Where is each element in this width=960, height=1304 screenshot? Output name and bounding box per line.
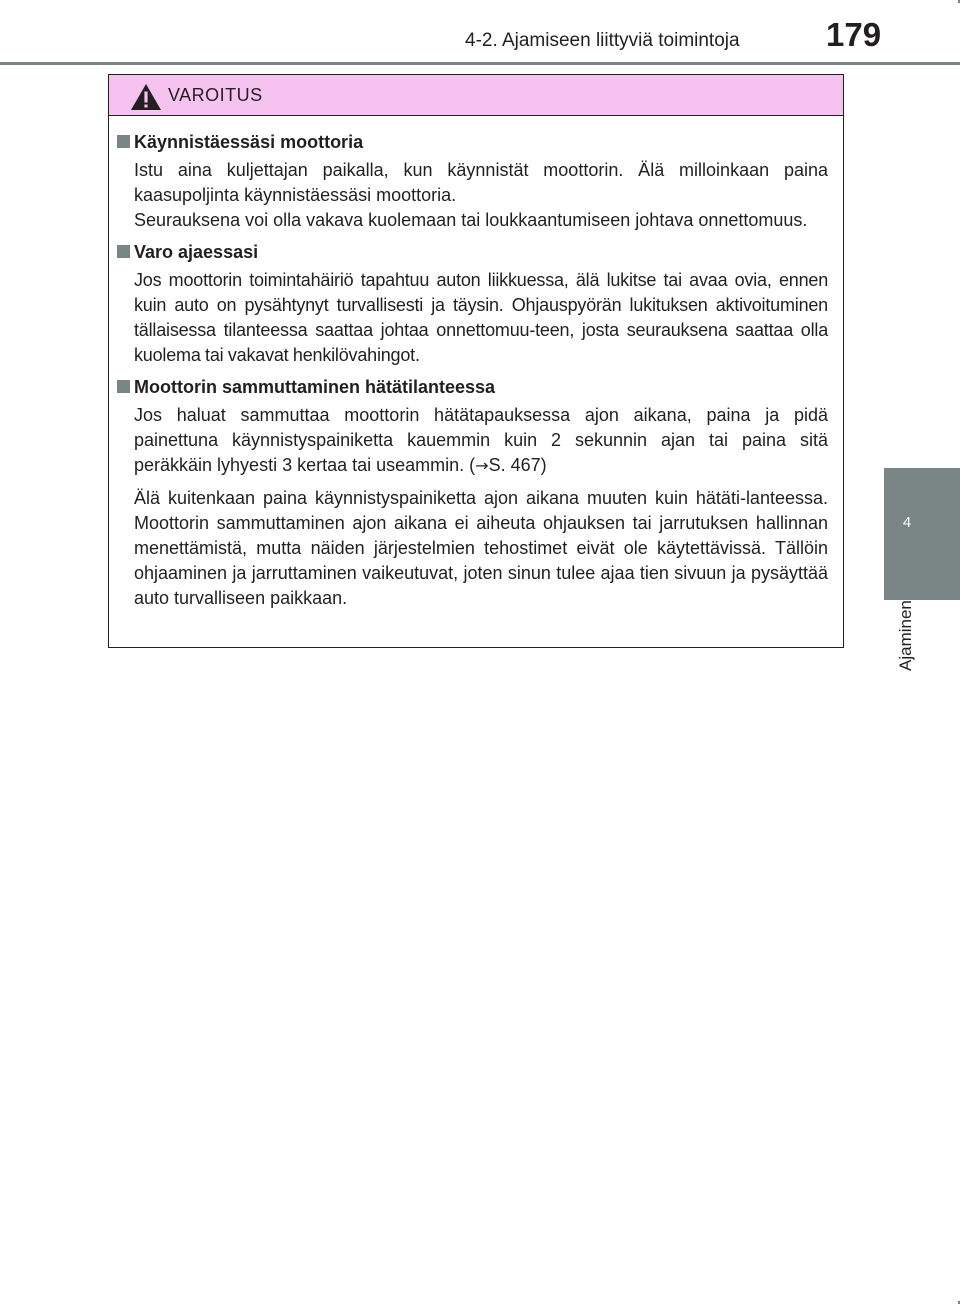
warning-section — [109, 375, 843, 611]
section-paragraph: Seurauksena voi olla vakava kuolemaan tai loukkaantumiseen johtava onnettomuus. — [134, 210, 808, 230]
warning-section — [109, 130, 843, 233]
chapter-label: Ajaminen — [896, 600, 915, 671]
chapter-tab — [884, 468, 960, 600]
section-paragraph: Istu aina kuljettajan paikalla, kun käynnistät moottorin. Älä milloinkaan paina kaasupoljinta käynnistäessäsi moottoria. — [134, 160, 828, 205]
warning-triangle-icon — [130, 83, 162, 111]
section-title: 4-2. Ajamiseen liittyviä toimintoja — [465, 30, 740, 51]
section-bullet — [117, 245, 130, 258]
warning-label: VAROITUS — [168, 85, 263, 105]
page-reference-link[interactable]: S. 467) — [488, 455, 547, 475]
chapter-number: 4 — [902, 514, 912, 531]
section-paragraph — [109, 403, 828, 478]
section-bullet — [117, 380, 130, 393]
warning-header — [109, 75, 843, 116]
section-heading: Varo ajaessasi — [134, 242, 259, 262]
page-number: 179 — [826, 16, 882, 53]
warning-section — [109, 240, 843, 368]
section-paragraph: Jos moottorin toimintahäiriö tapahtuu auton liikkuessa, älä lukitse tai avaa ovia, ennen kuin auto on pysähtynyt turvallisesti ja täysin. Ohjauspyörän lukituksen aktivoituminen tällaisessa tilanteessa saattaa johtaa onnettomuu-teen, josta seurauksena saattaa olla kuolema tai vakavat henkilövahingot. — [134, 270, 828, 365]
paragraph-text: Jos haluat sammuttaa moottorin hätätapauksessa ajon aikana, paina ja pidä painettuna käynnistyspainiketta kauemmin kuin 2 sekunnin ajan tai paina sitä peräkkäin lyhyesti 3 kertaa tai useammin. ( — [134, 405, 828, 475]
section-paragraph: Älä kuitenkaan paina käynnistyspainiketta ajon aikana muuten kuin hätäti-lanteessa. Moottorin sammuttaminen ajon aikana ei aiheuta ohjauksen tai jarrutuksen hallinnan menettämistä, mutta näiden järjestelmien tehostimet eivät ole käytettävissä. Tällöin ohjaaminen ja jarruttaminen vaikeutuvat, joten sinun tulee ajaa tien sivuun ja pysäyttää auto turvalliseen paikkaan. — [134, 488, 828, 608]
header-divider — [0, 62, 960, 65]
warning-content — [109, 130, 843, 618]
warning-box — [108, 74, 844, 648]
section-heading: Moottorin sammuttaminen hätätilanteessa — [134, 377, 496, 397]
section-heading: Käynnistäessäsi moottoria — [134, 132, 364, 152]
section-bullet — [117, 135, 130, 148]
reference-arrow: → — [475, 456, 489, 475]
chapter-label-wrapper — [896, 581, 915, 671]
